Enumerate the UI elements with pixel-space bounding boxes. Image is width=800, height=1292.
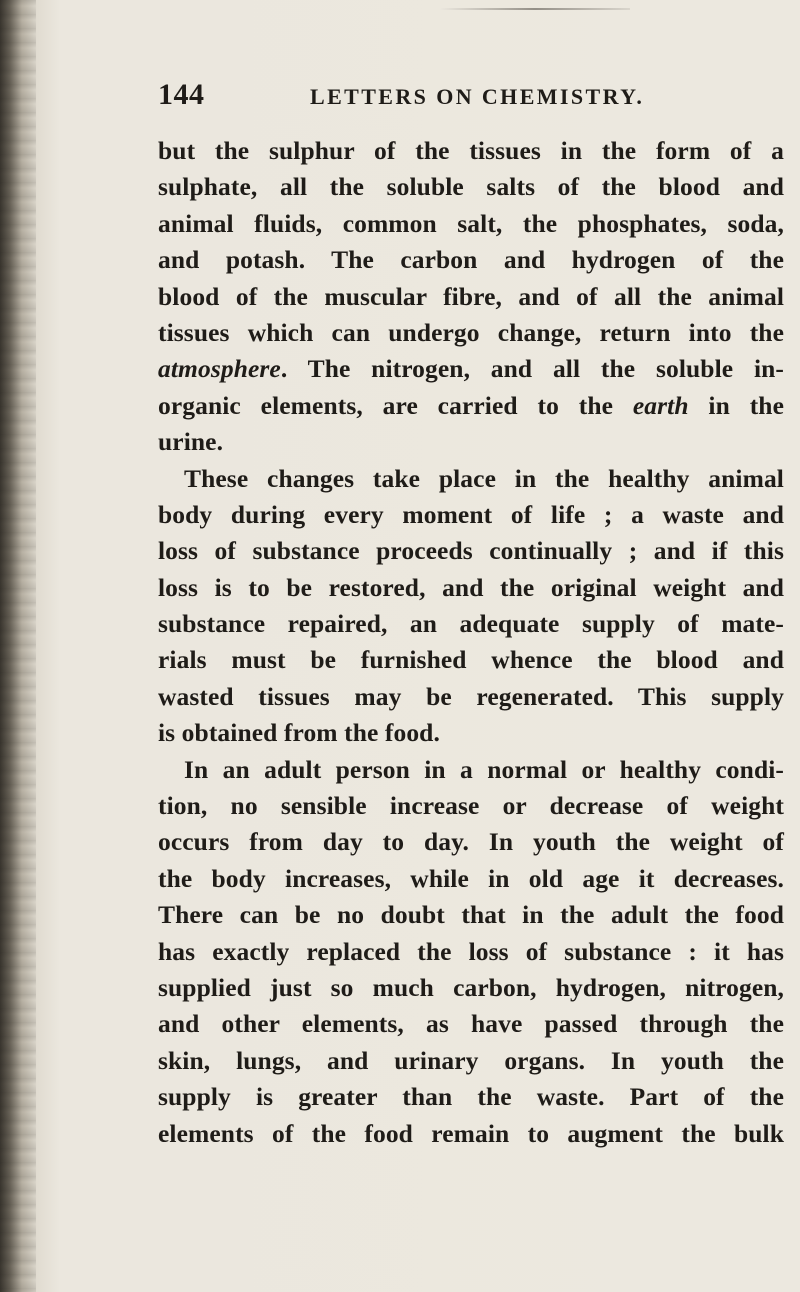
text-line: substance repaired, an adequate supply of mate- — [158, 609, 784, 639]
page-edge-mark — [440, 8, 630, 10]
text-line: supply is greater than the waste. Part of the — [158, 1082, 784, 1112]
text-line: loss is to be restored, and the original weight and — [158, 572, 784, 602]
text-line: sulphate, all the soluble salts of the blood and — [158, 172, 784, 202]
text-line: There can be no doubt that in the adult the food — [158, 900, 784, 930]
text-line: and other elements, as have passed through the — [158, 1009, 784, 1039]
text-line: is obtained from the food. — [158, 718, 440, 748]
text-line: animal fluids, common salt, the phosphates, soda, — [158, 208, 784, 238]
text-line: occurs from day to day. In youth the weight of — [158, 827, 784, 857]
text-line: tissues which can undergo change, return into the — [158, 317, 784, 347]
text-line: the body increases, while in old age it decreases. — [158, 863, 784, 893]
text-line: has exactly replaced the loss of substance : it has — [158, 936, 784, 966]
italic-word: earth — [632, 390, 689, 420]
text-line: rials must be furnished whence the blood and — [158, 645, 784, 675]
text-line: tion, no sensible increase or decrease of weight — [158, 791, 784, 821]
text-line: atmosphere. The nitrogen, and all the soluble in- — [158, 354, 784, 384]
text-line: organic elements, are carried to the earth in the — [158, 390, 784, 420]
text-line: elements of the food remain to augment the bulk — [158, 1118, 784, 1148]
text-line: loss of substance proceeds continually ; and if this — [158, 536, 784, 566]
text-line: supplied just so much carbon, hydrogen, nitrogen, — [158, 972, 784, 1002]
running-title: LETTERS ON CHEMISTRY. — [310, 84, 645, 109]
text-line: blood of the muscular fibre, and of all the animal — [158, 281, 784, 311]
text-line: wasted tissues may be regenerated. This supply — [158, 681, 784, 711]
text-line: but the sulphur of the tissues in the form of a — [158, 136, 784, 165]
body-text — [158, 133, 784, 1263]
binding-gutter — [0, 0, 36, 1292]
running-head — [158, 78, 778, 118]
italic-word: atmosphere — [158, 354, 281, 384]
text-line: skin, lungs, and urinary organs. In youth the — [158, 1045, 784, 1075]
page-number: 144 — [158, 78, 205, 111]
text-line: In an adult person in a normal or healthy condi- — [184, 754, 784, 784]
text-line: urine. — [158, 427, 224, 457]
text-line: body during every moment of life ; a waste and — [158, 499, 784, 529]
text-line: These changes take place in the healthy animal — [184, 463, 784, 493]
text-line: and potash. The carbon and hydrogen of the — [158, 245, 784, 275]
